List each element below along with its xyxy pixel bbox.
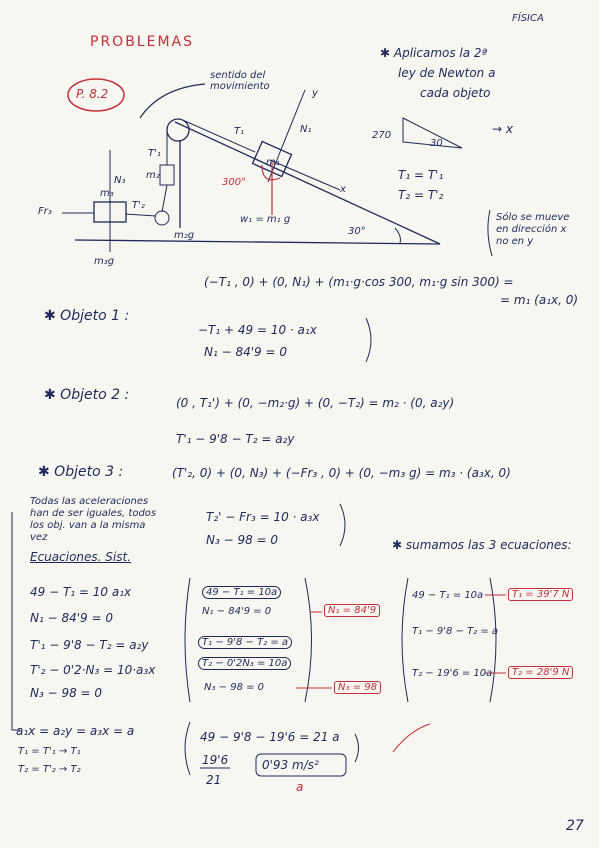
obj3-eq-2: T₂' − Fr₃ = 10 · a₃x: [206, 510, 320, 524]
final-denominator: 21: [206, 773, 222, 787]
system-brace-left: [185, 578, 190, 702]
reduced-eq-3: T₂ − 19'6 = 10a: [412, 668, 493, 679]
main-equation-2: = m₁ (a₁x, 0): [500, 293, 579, 307]
final-result: 0'93 m/s²: [262, 758, 319, 772]
acc-note-4: vez: [30, 532, 48, 543]
obj3-label: ✱ Objeto 3 :: [38, 464, 124, 480]
system-brace-mid: [305, 578, 312, 702]
fr3-label: Fr₃: [38, 206, 52, 217]
note-bracket: [488, 210, 492, 256]
block-m2: [160, 165, 174, 185]
system-brace-right: [402, 578, 408, 702]
final-numerator: 19'6: [202, 753, 229, 767]
final-brace: [185, 722, 190, 775]
note-x-2: en dirección x: [496, 224, 567, 235]
axis-y-arrow: [268, 90, 305, 182]
obj2-eq-1: (0 , T₁') + (0, −m₂·g) + (0, −T₂) = m₂ · (0, a₂y): [176, 396, 455, 410]
result-t1: T₁ = 39'7 N: [508, 588, 573, 601]
system-eq-c: T₁ − 9'8 − T₂ = a: [198, 636, 292, 649]
final-eq: 49 − 9'8 − 19'6 = 21 a: [200, 730, 340, 744]
acc-note-3: los obj. van a la misma: [30, 520, 146, 531]
system-left-3: T'₁ − 9'8 − T₂ = a₂y: [30, 638, 149, 652]
axis-x-arrow: [270, 160, 340, 190]
small-pulley: [155, 211, 169, 225]
sum-note: ✱ sumamos las 3 ecuaciones:: [392, 538, 572, 552]
m2g-label: m₂g: [174, 230, 195, 241]
x-arrow-label: → x: [492, 122, 513, 136]
intro-line-1: ✱ Aplicamos la 2ª: [380, 46, 488, 60]
system-title: Ecuaciones. Sist.: [30, 550, 132, 564]
relation-2: T₁ = T'₁ → T₁: [18, 746, 81, 757]
m1-label: m₁: [266, 157, 280, 168]
intro-line-2: ley de Newton a: [398, 66, 496, 80]
subject-label: FÍSICA: [512, 13, 544, 24]
obj1-label: ✱ Objeto 1 :: [44, 308, 130, 324]
t1p-label: T'₁: [148, 148, 161, 159]
acc-note-line: [12, 512, 20, 730]
axis-x-label: x: [340, 184, 346, 195]
acc-note-2: han de ser iguales, todos: [30, 508, 157, 519]
n1-label: N₁: [300, 124, 312, 135]
angle-300-label: 300°: [222, 177, 247, 188]
obj1-brace: [366, 318, 371, 362]
n3-label: N₃: [114, 175, 126, 186]
angle-30-arc: [395, 228, 400, 243]
result-t2: T₂ = 28'9 N: [508, 666, 573, 679]
result-n1: N₁ = 84'9: [324, 604, 380, 617]
pulley: [167, 119, 189, 141]
reduced-eq-1: 49 − T₁ = 10a: [412, 590, 484, 601]
obj3-brace: [340, 504, 345, 546]
system-eq-e: N₃ − 98 = 0: [204, 682, 265, 693]
relation-1: a₁x = a₂y = a₃x = a: [16, 724, 135, 738]
system-eq-d: T₂ − 0'2N₃ = 10a: [198, 657, 291, 670]
system-eq-a: 49 − T₁ = 10a: [202, 586, 281, 599]
system-left-1: 49 − T₁ = 10 a₁x: [30, 585, 132, 599]
obj1-eq-2: N₁ − 84'9 = 0: [204, 345, 287, 359]
note-x-1: Sólo se mueve: [496, 212, 570, 223]
obj3-eq-1: (T'₂, 0) + (0, N₃) + (−Fr₃ , 0) + (0, −m₃ g) = m₃ · (a₃x, 0): [172, 466, 511, 480]
rope-lower: [162, 185, 167, 212]
final-brace-right: [355, 734, 359, 762]
obj3-eq-3: N₃ − 98 = 0: [206, 533, 279, 547]
final-a-label: a: [296, 780, 304, 794]
tension-eq-2: T₂ = T'₂: [398, 188, 444, 202]
system-eq-b: N₁ − 84'9 = 0: [202, 606, 272, 617]
t1-label: T₁: [234, 126, 245, 137]
obj2-label: ✱ Objeto 2 :: [44, 387, 130, 403]
system-left-4: T'₂ − 0'2·N₃ = 10·a₃x: [30, 663, 156, 677]
axis-y-label: y: [312, 88, 318, 99]
system-left-5: N₃ − 98 = 0: [30, 686, 103, 700]
w1-label: w₁ = m₁ g: [240, 214, 291, 225]
t2p-label: T'₂: [132, 200, 145, 211]
result-n3: N₃ = 98: [334, 681, 381, 694]
rope-incline: [185, 121, 255, 152]
small-30-label: 30: [430, 138, 443, 149]
tension-eq-1: T₁ = T'₁: [398, 168, 444, 182]
obj2-eq-2: T'₁ − 9'8 − T₂ = a₂y: [176, 432, 295, 446]
main-equation-1: (−T₁ , 0) + (0, N₁) + (m₁·g·cos 300, m₁·g sin 300) =: [204, 275, 514, 289]
m2-label: m₂: [146, 170, 160, 181]
intro-line-3: cada objeto: [420, 86, 491, 100]
motion-label: sentido del movimiento: [210, 70, 270, 92]
page-number: 27: [566, 818, 584, 834]
note-x-3: no en y: [496, 236, 534, 247]
rope-horizontal: [126, 214, 156, 216]
m3g-label: m₃g: [94, 256, 115, 267]
m3-label: m₃: [100, 188, 114, 199]
motion-direction-arrow: [140, 84, 205, 118]
system-brace-end: [490, 578, 496, 702]
angle-30-label: 30°: [348, 226, 366, 237]
reduced-eq-2: T₁ − 9'8 − T₂ = a: [412, 626, 499, 637]
system-left-2: N₁ − 84'9 = 0: [30, 611, 113, 625]
page-title: PROBLEMAS: [90, 34, 194, 50]
relation-3: T₂ = T'₂ → T₂: [18, 764, 81, 775]
problem-number: P. 8.2: [76, 87, 109, 101]
incline-base: [75, 240, 440, 244]
small-270-label: 270: [372, 130, 392, 141]
obj1-eq-1: −T₁ + 49 = 10 · a₁x: [198, 323, 317, 337]
acc-note-1: Todas las aceleraciones: [30, 496, 149, 507]
incline-slope: [175, 122, 440, 244]
curved-arrow: [393, 724, 430, 752]
